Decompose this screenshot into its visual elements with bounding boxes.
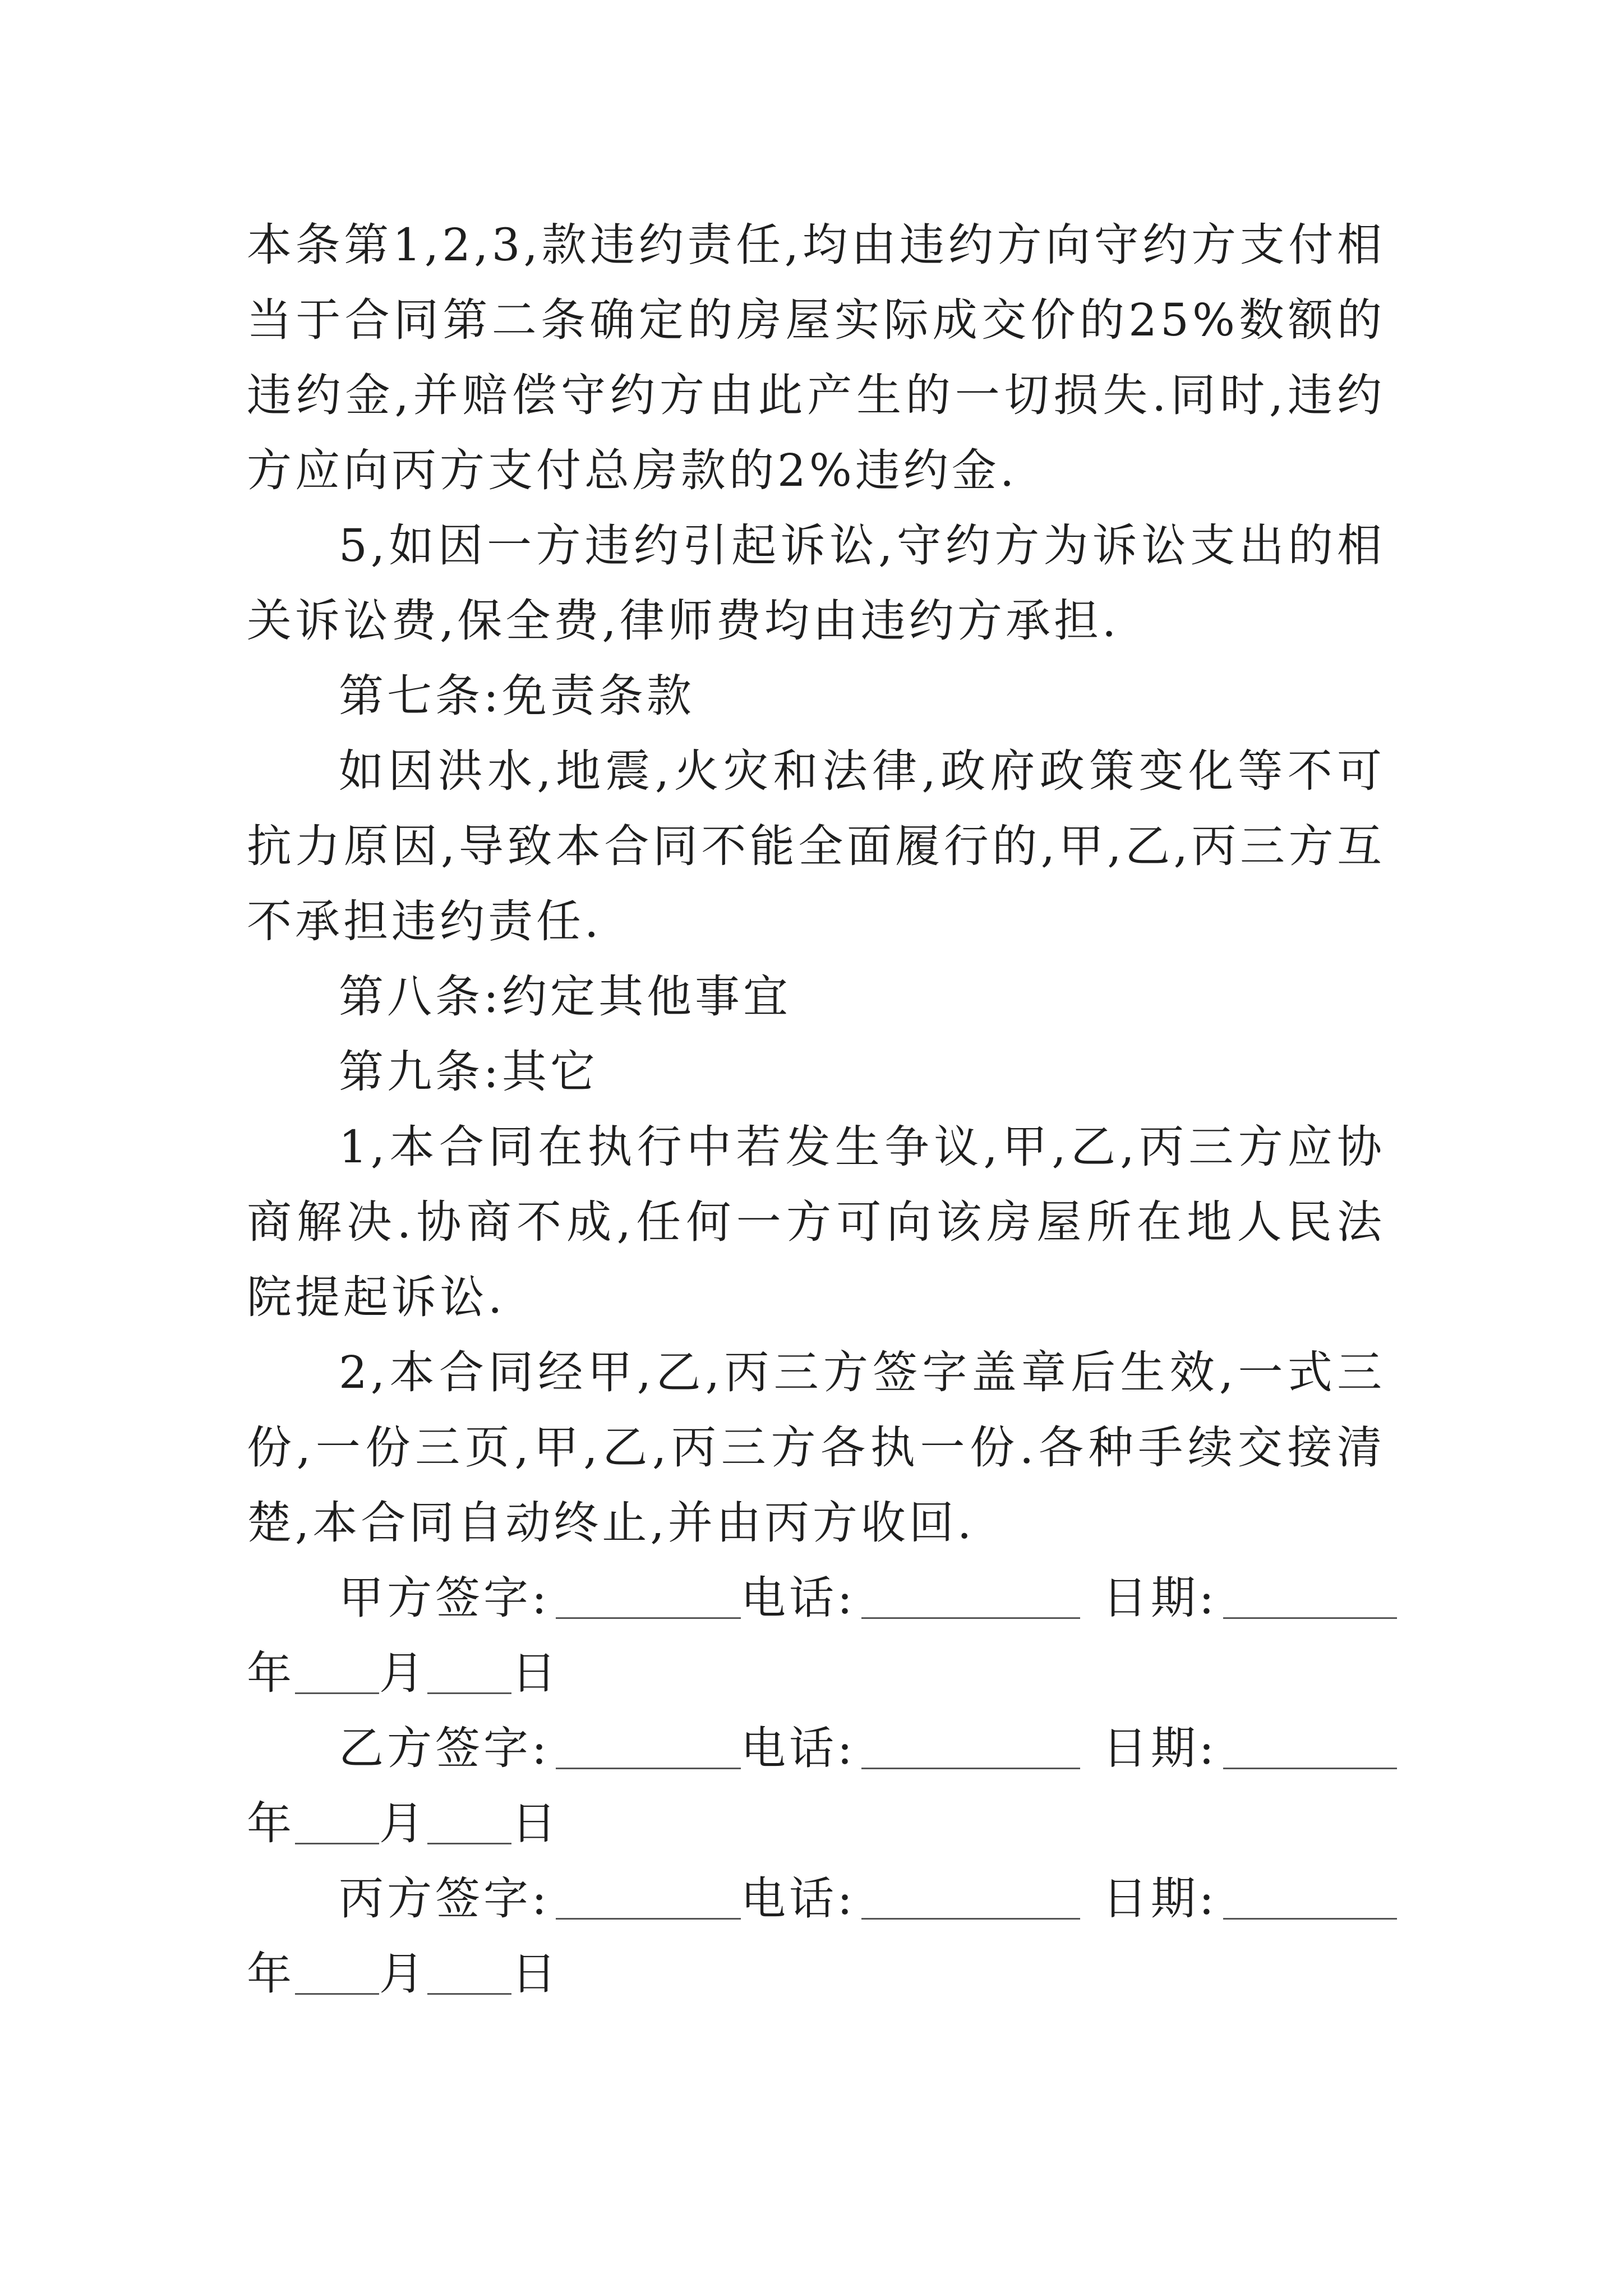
party-b-phone-blank[interactable]: [861, 1720, 1080, 1769]
paragraph-dispute-resolution: 1,本合同在执行中若发生争议,甲,乙,丙三方应协商解决.协商不成,任何一方可向该房屋所在地人民法院提起诉讼.: [247, 1121, 1385, 1323]
party-a-date-label: 日期:: [1102, 1572, 1218, 1624]
party-a-month-label: 月: [379, 1647, 427, 1699]
heading-article-7: 第七条:免责条款: [339, 670, 695, 722]
heading-article-8: 第八条:约定其他事宜: [339, 970, 791, 1023]
party-a-phone-blank[interactable]: [861, 1570, 1080, 1619]
party-b-day-blank[interactable]: [427, 1796, 511, 1844]
party-b-day-label: 日: [511, 1797, 560, 1849]
party-b-date-label: 日期:: [1102, 1722, 1218, 1774]
party-b-signature-blank[interactable]: [556, 1720, 741, 1769]
party-a-year-blank[interactable]: [1223, 1570, 1397, 1619]
party-a-day-blank[interactable]: [427, 1645, 511, 1694]
document-body: [247, 208, 1385, 2012]
party-b-month-blank[interactable]: [295, 1796, 379, 1844]
party-a-month-blank[interactable]: [295, 1645, 379, 1694]
date-line-party-c: [247, 1936, 1385, 2012]
party-a-phone-label: 电话:: [740, 1572, 856, 1624]
party-a-day-label: 日: [511, 1647, 560, 1699]
party-c-phone-label: 电话:: [740, 1872, 856, 1925]
party-c-signature-label: 丙方签字:: [339, 1872, 550, 1925]
party-b-year-label: 年: [247, 1797, 295, 1849]
paragraph-litigation-costs: 5,如因一方违约引起诉讼,守约方为诉讼支出的相关诉讼费,保全费,律师费均由违约方承担.: [247, 519, 1385, 647]
party-c-day-label: 日: [511, 1948, 560, 2000]
party-c-month-label: 月: [379, 1948, 427, 2000]
party-c-signature-blank[interactable]: [556, 1871, 741, 1920]
party-a-year-label: 年: [247, 1647, 295, 1699]
party-c-day-blank[interactable]: [427, 1946, 511, 1995]
party-c-year-blank[interactable]: [1223, 1871, 1397, 1920]
signature-line-party-b: [247, 1711, 1385, 1786]
party-a-signature-blank[interactable]: [556, 1570, 741, 1619]
party-c-month-blank[interactable]: [295, 1946, 379, 1995]
paragraph-liability-penalty: 本条第1,2,3,款违约责任,均由违约方向守约方支付相当于合同第二条确定的房屋实际成交价的25%数额的违约金,并赔偿守约方由此产生的一切损失.同时,违约方应向丙方支付总房款的2%违约金.: [247, 219, 1385, 496]
signature-line-party-c: [247, 1861, 1385, 1936]
party-c-year-label: 年: [247, 1948, 295, 2000]
date-line-party-a: [247, 1636, 1385, 1711]
paragraph-contract-effect: 2,本合同经甲,乙,丙三方签字盖章后生效,一式三份,一份三页,甲,乙,丙三方各执一份.各种手续交接清楚,本合同自动终止,并由丙方收回.: [247, 1346, 1385, 1549]
party-b-phone-label: 电话:: [740, 1722, 856, 1774]
paragraph-force-majeure: 如因洪水,地震,火灾和法律,政府政策变化等不可抗力原因,导致本合同不能全面履行的,甲,乙,丙三方互不承担违约责任.: [247, 745, 1385, 947]
party-c-date-label: 日期:: [1102, 1872, 1218, 1925]
date-line-party-b: [247, 1786, 1385, 1861]
party-a-signature-label: 甲方签字:: [339, 1572, 550, 1624]
party-b-month-label: 月: [379, 1797, 427, 1849]
party-c-phone-blank[interactable]: [861, 1871, 1080, 1920]
signature-line-party-a: [247, 1561, 1385, 1636]
party-b-signature-label: 乙方签字:: [339, 1722, 550, 1774]
party-b-year-blank[interactable]: [1223, 1720, 1397, 1769]
heading-article-9: 第九条:其它: [339, 1046, 598, 1098]
